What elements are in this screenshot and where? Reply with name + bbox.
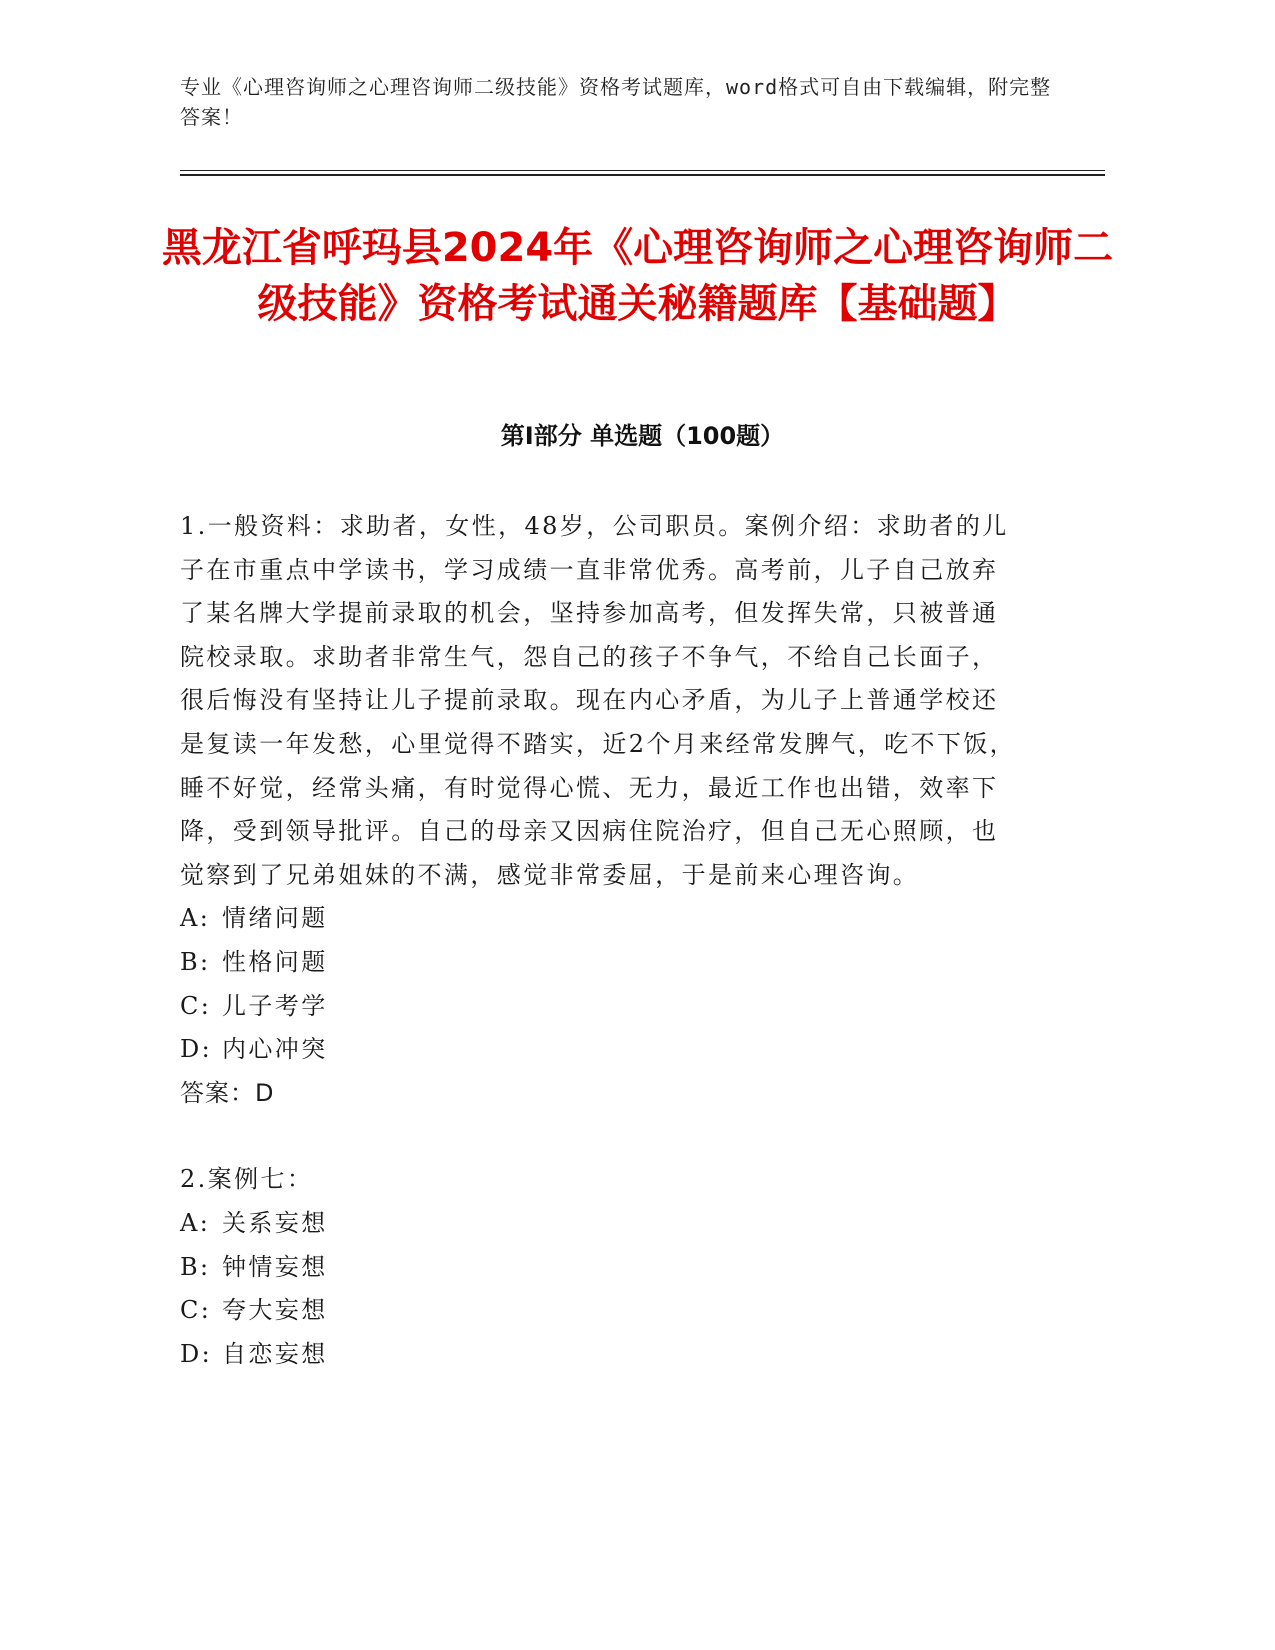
option-b [180, 1246, 1020, 1290]
option-letter: B: [180, 947, 211, 976]
option-letter: C: [180, 991, 212, 1020]
question-2 [180, 1158, 1020, 1376]
question-1 [180, 505, 1020, 1115]
option-a [180, 1202, 1020, 1246]
option-text: 性格问题 [222, 947, 328, 976]
option-c [180, 1289, 1020, 1333]
option-b [180, 941, 1020, 985]
option-d [180, 1028, 1020, 1072]
option-letter: D: [180, 1339, 213, 1368]
question-text: 1.一般资料：求助者，女性，48岁，公司职员。案例介绍：求助者的儿子在市重点中学读书，学习成绩一直非常优秀。高考前，儿子自己放弃了某名牌大学提前录取的机会，坚持参加高考，但发挥失常，只被普通院校录取。求助者非常生气，怨自己的孩子不争气，不给自己长面子，很后悔没有坚持让儿子提前录取。现在内心矛盾，为儿子上普通学校还是复读一年发愁，心里觉得不踏实，近2个月来经常发脾气，吃不下饭，睡不好觉，经常头痛，有时觉得心慌、无力，最近工作也出错，效率下降，受到领导批评。自己的母亲又因病住院治疗，但自己无心照顾，也觉察到了兄弟姐妹的不满，感觉非常委屈，于是前来心理咨询。 [180, 512, 1017, 889]
option-text: 钟情妄想 [222, 1252, 328, 1281]
question-list [180, 505, 1020, 1376]
section-heading: 第Ⅰ部分 单选题（100题） [500, 422, 785, 450]
option-text: 情绪问题 [222, 904, 328, 933]
option-d [180, 1333, 1020, 1377]
option-letter: A: [180, 904, 211, 933]
answer-line: 答案：D [180, 1078, 275, 1107]
option-letter: D: [180, 1035, 213, 1064]
option-letter: A: [180, 1208, 211, 1237]
option-a [180, 897, 1020, 941]
question-spacer [180, 1115, 1020, 1158]
header-divider-thin [180, 170, 1105, 171]
header-note: 专业《心理咨询师之心理咨询师二级技能》资格考试题库，word格式可自由下载编辑，附完整答案！ [180, 75, 1052, 129]
option-text: 关系妄想 [222, 1208, 328, 1237]
option-text: 自恋妄想 [222, 1339, 328, 1368]
option-text: 内心冲突 [222, 1035, 328, 1064]
option-text: 夸大妄想 [222, 1296, 328, 1325]
option-text: 儿子考学 [222, 991, 328, 1020]
question-text: 2.案例七： [180, 1165, 314, 1194]
option-c [180, 985, 1020, 1029]
option-letter: C: [180, 1296, 212, 1325]
document-title: 黑龙江省呼玛县2024年《心理咨询师之心理咨询师二级技能》资格考试通关秘籍题库【基础题】 [161, 225, 1114, 327]
header-divider-thick [180, 174, 1105, 176]
option-letter: B: [180, 1252, 211, 1281]
